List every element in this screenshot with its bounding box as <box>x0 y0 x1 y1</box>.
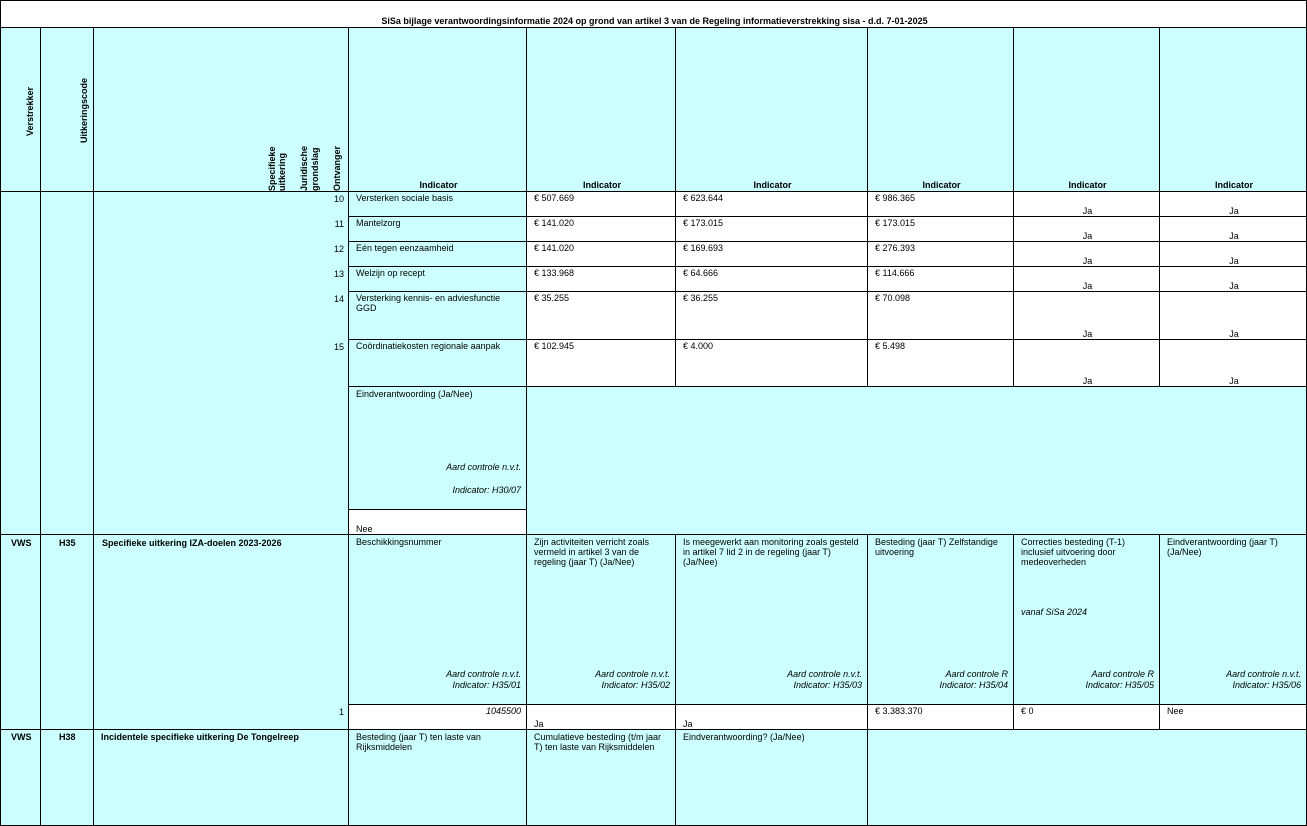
h35-col-1 <box>348 534 527 705</box>
value: € 623.644 <box>683 193 724 203</box>
value: Ja <box>1082 256 1093 266</box>
value: Ja <box>1229 231 1239 241</box>
header-specifieke: Specifieke <box>267 146 277 191</box>
indicator-label: Indicator <box>419 180 458 190</box>
row-label: Versterking kennis- en adviesfunctie GGD <box>356 293 501 313</box>
value: Ja <box>1082 329 1093 339</box>
row-nr: 11 <box>334 219 344 229</box>
value: € 5.498 <box>875 341 906 351</box>
h35-col-label: Is meegewerkt aan monitoring zoals gesteld in artikel 7 lid 2 in de regeling (jaar T) (Ja/Nee) <box>683 537 859 567</box>
aard-controle: Aard controle R <box>945 669 1008 679</box>
h35-code: H35 <box>59 538 76 548</box>
header-verstrekker-cell <box>0 27 41 192</box>
h35-verstrekker-cell <box>0 534 41 730</box>
value: € 986.365 <box>875 193 916 203</box>
eindverantwoording-value: Nee <box>356 524 373 534</box>
row-label-cell <box>348 266 527 292</box>
value-cell <box>1159 266 1307 292</box>
value-cell <box>1013 191 1160 217</box>
value-cell <box>526 266 676 292</box>
value: € 4.000 <box>683 341 714 351</box>
h35-value: Ja <box>683 719 693 729</box>
h35-row-nr: 1 <box>338 707 344 717</box>
value: € 173.015 <box>875 218 916 228</box>
h35-col-3 <box>675 534 868 705</box>
value: € 141.020 <box>534 243 575 253</box>
value: Ja <box>1082 376 1093 386</box>
header-uitkering: uitkering <box>277 152 287 191</box>
eindverantwoording-cell <box>348 386 527 510</box>
header-ontvanger: Ontvanger <box>332 145 342 191</box>
value: € 169.693 <box>683 243 724 253</box>
row-label: Versterken sociale basis <box>356 193 454 203</box>
h35-value: € 0 <box>1021 706 1034 716</box>
row-nr: 15 <box>333 342 344 352</box>
value-cell <box>867 241 1014 267</box>
value-cell <box>526 241 676 267</box>
h38-col-1 <box>348 729 527 826</box>
value-cell <box>1159 291 1307 340</box>
value: € 64.666 <box>683 268 719 278</box>
value: € 141.020 <box>534 218 575 228</box>
header-indicator-3 <box>675 27 868 192</box>
value-cell <box>1159 339 1307 387</box>
row-label: Coördinatiekosten regionale aanpak <box>356 341 501 351</box>
header-verstrekker: Verstrekker <box>25 86 35 136</box>
value: Ja <box>1229 376 1239 386</box>
h35-col-label: Beschikkingsnummer <box>356 537 442 547</box>
value: € 276.393 <box>875 243 916 253</box>
h35-name: Specifieke uitkering IZA-doelen 2023-2026 <box>102 538 282 548</box>
top-name-cell <box>93 191 349 535</box>
value-cell <box>526 339 676 387</box>
h35-col-label: Eindverantwoording (jaar T) (Ja/Nee) <box>1167 537 1278 557</box>
header-indicator-6 <box>1159 27 1307 192</box>
indicator-code: Indicator: H35/03 <box>793 680 862 690</box>
aard-controle: Aard controle n.v.t. <box>446 669 521 679</box>
row-label: Mantelzorg <box>356 218 401 228</box>
h35-col-4 <box>867 534 1014 705</box>
h35-verstrekker: VWS <box>11 538 32 548</box>
h38-name: Incidentele specifieke uitkering De Tongelreep <box>101 732 299 742</box>
h38-code: H38 <box>59 732 76 742</box>
value: Ja <box>1082 206 1093 216</box>
value-cell <box>1159 241 1307 267</box>
row-label: Eén tegen eenzaamheid <box>356 243 454 253</box>
value-cell <box>675 266 868 292</box>
header-uitkeringscode-cell <box>40 27 94 192</box>
value-cell <box>675 191 868 217</box>
indicator-label: Indicator <box>1068 180 1107 190</box>
h38-verstrekker-cell <box>0 729 41 826</box>
indicator-code: Indicator: H35/06 <box>1232 680 1301 690</box>
h35-value-cell <box>1159 704 1307 730</box>
aard-controle: Aard controle R <box>1091 669 1154 679</box>
h35-col-label: Zijn activiteiten verricht zoals vermeld in artikel 3 van de regeling (jaar T) (Ja/Nee) <box>534 537 650 567</box>
header-indicator-4 <box>867 27 1014 192</box>
h35-value: € 3.383.370 <box>875 706 923 716</box>
title-cell <box>0 0 1307 28</box>
beschikkingsnummer: 1045500 <box>485 706 521 716</box>
h38-col-2 <box>526 729 676 826</box>
top-code-cell <box>40 191 94 535</box>
value-cell <box>526 191 676 217</box>
h35-col-label: Correcties besteding (T-1) inclusief uitvoering door medeoverheden <box>1021 537 1126 567</box>
h38-col-label: Besteding (jaar T) ten laste van Rijksmiddelen <box>356 732 481 752</box>
value-cell <box>1013 216 1160 242</box>
indicator-code: Indicator: H35/02 <box>601 680 670 690</box>
value: € 36.255 <box>683 293 719 303</box>
h35-col-label: Besteding (jaar T) Zelfstandige uitvoering <box>875 537 998 557</box>
value-cell <box>867 191 1014 217</box>
value-cell <box>675 339 868 387</box>
aard-controle: Aard controle n.v.t. <box>787 669 862 679</box>
aard-controle: Aard controle n.v.t. <box>595 669 670 679</box>
value-cell <box>1159 191 1307 217</box>
value-cell <box>1013 291 1160 340</box>
value: € 102.945 <box>534 341 575 351</box>
row-label-cell <box>348 216 527 242</box>
row-label-cell <box>348 339 527 387</box>
value-cell <box>526 291 676 340</box>
value-cell <box>1013 339 1160 387</box>
value: € 70.098 <box>875 293 911 303</box>
row-nr: 13 <box>333 269 344 279</box>
h35-value-cell <box>1013 704 1160 730</box>
value: € 114.666 <box>875 268 915 278</box>
header-grondslag: grondslag <box>310 147 320 191</box>
value: € 507.669 <box>534 193 575 203</box>
h35-value: Ja <box>534 719 544 729</box>
header-indicator-2 <box>526 27 676 192</box>
value-cell <box>675 241 868 267</box>
h38-empty-area <box>867 729 1307 826</box>
indicator-label: Indicator <box>922 180 961 190</box>
eindverantwoording-label: Eindverantwoording (Ja/Nee) <box>356 389 473 399</box>
header-indicator-5 <box>1013 27 1160 192</box>
h35-col-5 <box>1013 534 1160 705</box>
value-cell <box>1013 266 1160 292</box>
value-cell <box>675 291 868 340</box>
indicator-code: Indicator: H35/05 <box>1085 680 1154 690</box>
value-cell <box>867 216 1014 242</box>
h35-code-cell <box>40 534 94 730</box>
value: € 35.255 <box>534 293 570 303</box>
value: € 133.968 <box>534 268 575 278</box>
value-cell <box>867 266 1014 292</box>
value: € 173.015 <box>683 218 724 228</box>
h35-col-6 <box>1159 534 1307 705</box>
row-nr: 10 <box>333 194 344 204</box>
h38-col-label: Cumulatieve besteding (t/m jaar T) ten laste van Rijksmiddelen <box>534 732 662 752</box>
header-indicator-1 <box>348 27 527 192</box>
h35-col-2 <box>526 534 676 705</box>
value-cell <box>1013 241 1160 267</box>
value: Ja <box>1229 281 1239 291</box>
value: Ja <box>1229 206 1239 216</box>
top-verstrekker-cell <box>0 191 41 535</box>
indicator-code: Indicator: H35/01 <box>452 680 521 690</box>
value: Ja <box>1229 329 1239 339</box>
row-label-cell <box>348 241 527 267</box>
h38-code-cell <box>40 729 94 826</box>
row-label-cell <box>348 191 527 217</box>
value-cell <box>867 339 1014 387</box>
header-uitkeringscode: Uitkeringscode <box>79 77 89 143</box>
value-cell <box>526 216 676 242</box>
h38-col-3 <box>675 729 868 826</box>
value-cell <box>1159 216 1307 242</box>
value: Ja <box>1082 231 1093 241</box>
indicator-label: Indicator <box>582 180 621 190</box>
indicator-label: Indicator <box>1214 180 1253 190</box>
aard-controle: Aard controle n.v.t. <box>1226 669 1301 679</box>
empty-cyan-area <box>526 386 1307 535</box>
row-label: Welzijn op recept <box>356 268 425 278</box>
h38-name-cell <box>93 729 349 826</box>
eindverantwoording-value-cell <box>348 509 527 535</box>
value-cell <box>675 216 868 242</box>
row-nr: 12 <box>333 244 344 254</box>
h35-value: Nee <box>1167 706 1184 716</box>
value-cell <box>867 291 1014 340</box>
header-name-cell <box>93 27 349 192</box>
indicator-label: Indicator <box>753 180 792 190</box>
h35-name-cell <box>93 534 349 730</box>
header-juridische: Juridische <box>299 145 309 191</box>
h35-value-cell <box>675 704 868 730</box>
h35-value-cell <box>526 704 676 730</box>
row-label-cell <box>348 291 527 340</box>
indicator-code: Indicator: H30/07 <box>452 485 521 495</box>
h38-verstrekker: VWS <box>11 732 32 742</box>
row-nr: 14 <box>333 294 344 304</box>
h35-value-cell <box>348 704 527 730</box>
h35-value-cell <box>867 704 1014 730</box>
aard-controle: Aard controle n.v.t. <box>446 462 521 472</box>
page-title: SiSa bijlage verantwoordingsinformatie 2024 op grond van artikel 3 van de Regeling informatieverstrekking sisa - d.d. 7-01-2025 <box>381 16 928 26</box>
value: Ja <box>1229 256 1239 266</box>
value: Ja <box>1082 281 1093 291</box>
indicator-code: Indicator: H35/04 <box>939 680 1008 690</box>
h35-col-note: vanaf SiSa 2024 <box>1021 607 1088 617</box>
h38-col-label: Eindverantwoording? (Ja/Nee) <box>683 732 805 742</box>
